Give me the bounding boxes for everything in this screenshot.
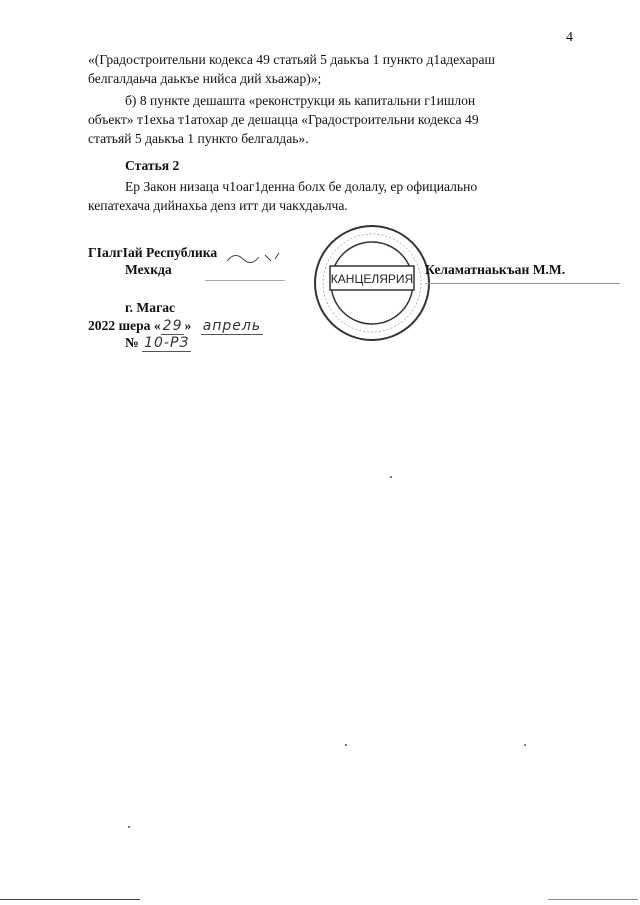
scan-speck	[390, 476, 392, 478]
scan-speck	[345, 744, 347, 746]
paragraph-1	[88, 50, 581, 88]
signer-name: Келаматнаькъан М.М.	[425, 262, 566, 277]
date-day: 29	[162, 318, 183, 334]
paragraph-2-line-1: б) 8 пункте дешашта «реконструкци яь капитальни г1ишлон	[125, 93, 476, 108]
article-2-heading: Статья 2	[125, 158, 180, 173]
signature-title-line-1: ГІалгІай Республика	[88, 245, 218, 260]
signature-title-line-2: Мехкда	[125, 262, 172, 277]
scan-bottom-line	[548, 899, 638, 900]
scan-bottom-line	[0, 899, 140, 900]
stamp-center-text: КАНЦЕЛЯРИЯ	[330, 272, 414, 286]
official-stamp	[312, 223, 432, 343]
number-sign: №	[125, 335, 139, 350]
paragraph-2-line-2: объект» т1ехьа т1атохар де дешацца «Градостроительни кодекса 49	[88, 112, 479, 127]
law-number	[125, 335, 191, 351]
date-close-quote: »	[184, 318, 192, 333]
handwritten-signature	[225, 247, 285, 267]
paragraph-2-line-3: статьяй 5 даькъа 1 пункто белгалдаь».	[88, 131, 309, 146]
scan-speck	[128, 826, 130, 828]
number-value: 10-РЗ	[144, 335, 190, 351]
paragraph-2	[88, 91, 581, 148]
signing-date	[88, 318, 263, 334]
date-prefix: 2022 шера «	[88, 318, 161, 333]
paragraph-1-line-2: белгалдаьча даькъе нийса дий хьажар)»;	[88, 71, 322, 86]
signer-underline	[425, 283, 620, 284]
scan-speck	[524, 744, 526, 746]
paragraph-1-line-1: «(Градостроительни кодекса 49 статьяй 5 даькъа 1 пункто д1адехараш	[88, 52, 495, 67]
city: г. Магас	[125, 300, 176, 315]
article-2-line-1: Ер Закон низаца ч1оаг1денна болх бе долалу, ер официально	[125, 179, 478, 194]
article-2-line-2: кепатехача дийнахьа дenз итт ди чакхдаьлча.	[88, 198, 348, 213]
article-2-text	[88, 177, 581, 215]
page-number: 4	[566, 30, 573, 45]
date-month: апрель	[202, 318, 262, 334]
signature-dotted-line	[205, 280, 285, 281]
